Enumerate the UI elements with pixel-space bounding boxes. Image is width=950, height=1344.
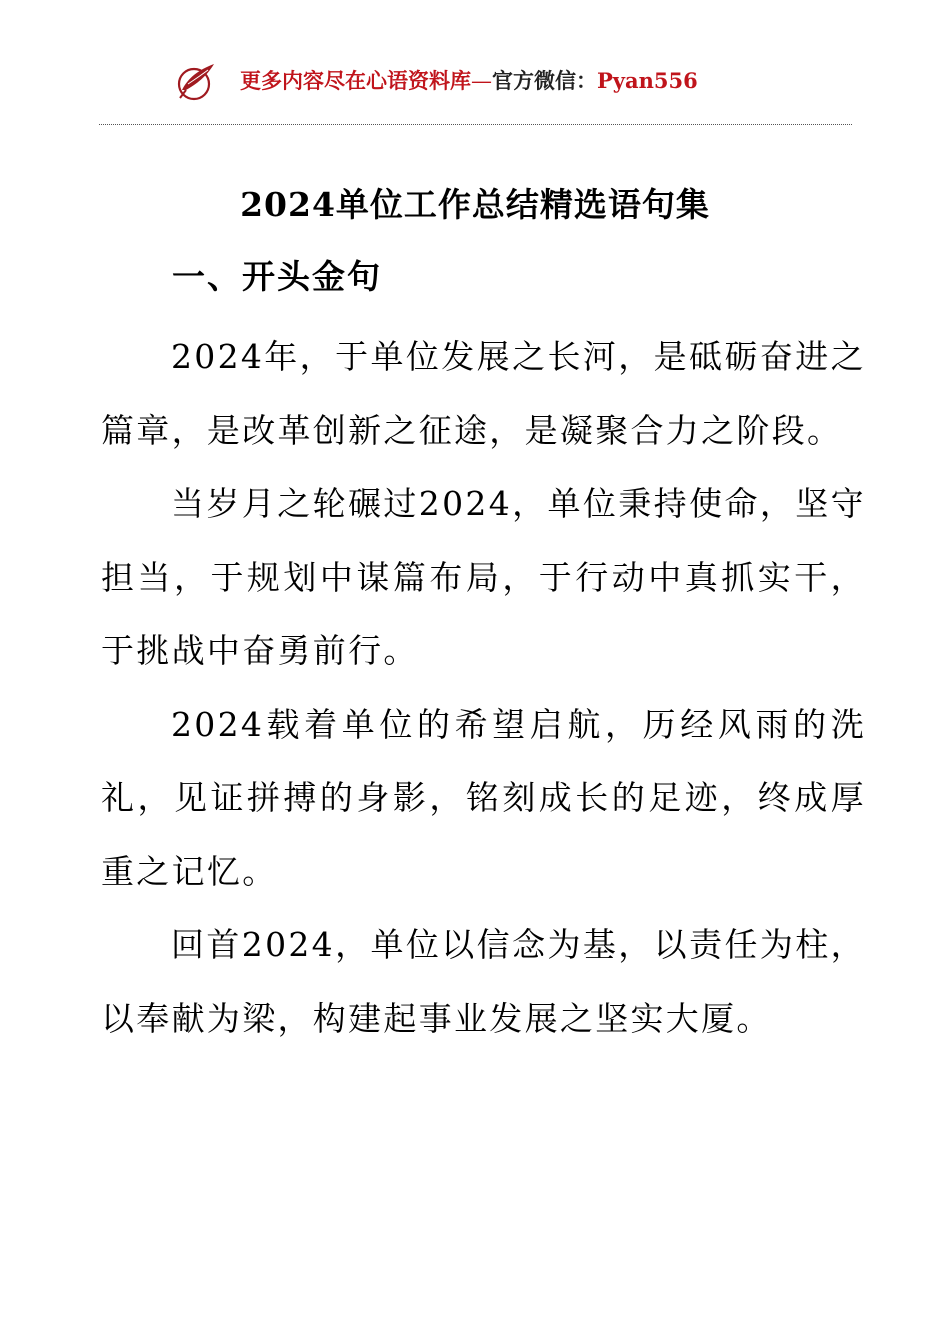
header-divider xyxy=(99,124,852,125)
paragraph: 2024年，于单位发展之长河，是砥砺奋进之篇章，是改革创新之征途，是凝聚合力之阶段。 xyxy=(101,337,866,450)
document-title: 2024单位工作总结精选语句集 xyxy=(240,185,710,224)
paragraph: 2024载着单位的希望启航，历经风雨的洗礼，见证拼搏的身影，铭刻成长的足迹，终成厚重之记忆。 xyxy=(101,704,866,891)
header-separator: — xyxy=(471,69,492,93)
wechat-label: 官方微信： xyxy=(492,68,597,93)
quill-pen-logo-icon xyxy=(174,60,218,104)
brand-text: 更多内容尽在心语资料库 xyxy=(240,68,471,93)
section-heading: 一、开头金句 xyxy=(172,257,382,296)
document-body xyxy=(101,320,866,1055)
page-header xyxy=(0,52,950,112)
paragraph: 当岁月之轮碾过2024，单位秉持使命，坚守担当，于规划中谋篇布局，于行动中真抓实干，于挑战中奋勇前行。 xyxy=(101,484,866,670)
wechat-id: Pyan556 xyxy=(597,68,698,93)
header-banner-text xyxy=(240,66,698,96)
paragraph: 回首2024，单位以信念为基，以责任为柱，以奉献为梁，构建起事业发展之坚实大厦。 xyxy=(101,925,866,1038)
